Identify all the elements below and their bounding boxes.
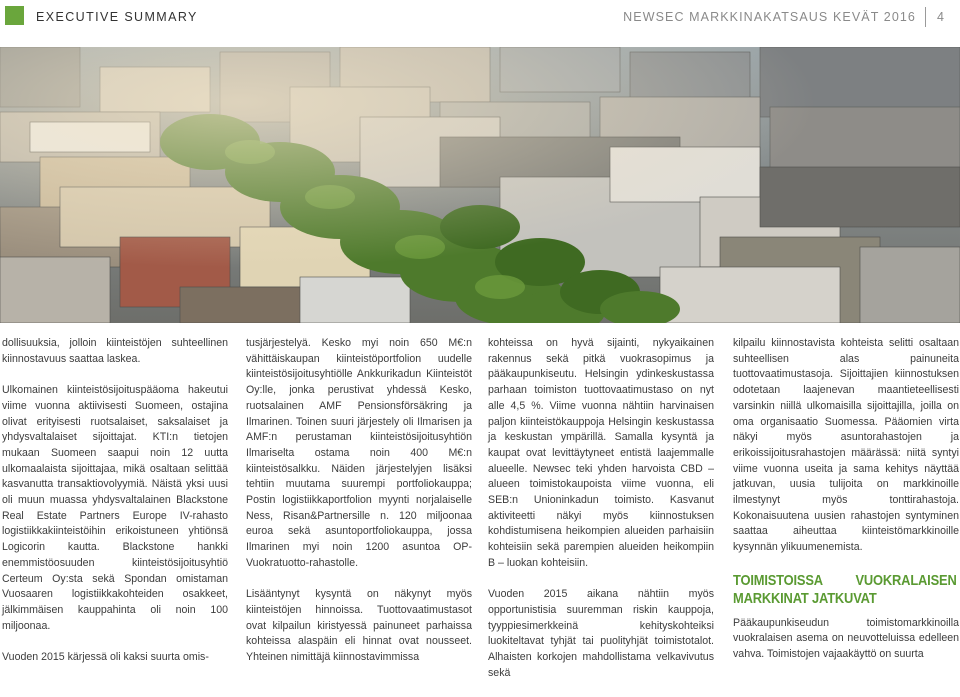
paragraph: Vuoden 2015 aikana nähtiin myös opportunistisia suuremman riskin kauppoja, tyyppiesimerkkeinä kehityskohteiksi luokiteltavat tyhjät tai puolityhjät toimistotalot. Alhaisten korkojen mahdollistama velkavivutus sekä bbox=[488, 588, 714, 679]
paragraph: Ulkomainen kiinteistösijoituspääoma hakeutui viime vuonna aktiivisesti Suomeen, ostajina olivat erityisesti ruotsalaiset, saksalaiset ja yhdysvaltalaiset sijoittajat. KTI:n tietojen mukaan Suomeen saapui noin 12 uutta ulkomaalaista sijoittajaa, mikä osaltaan selittää kasvanutta transaktiovolyymiä. Näistä yksi uusi oli muun muassa yhdysvaltalainen Blackstone Real Estate Partners Europe IV-rahasto logistiikkakiinteistöihin erikoistuneen yhtiönsä Logicorin kautta. Blackstone hankki enemmistöosuuden kiinteistösijoitusyhtiö Certeum Oy:sta sekä Spondan omistaman Vuosaaren logistiikkakohteiden osakkeet, jälkimmäisen kauppahinta oli noin 100 miljoonaa. bbox=[2, 384, 228, 632]
page-header bbox=[0, 0, 960, 40]
page-number: 4 bbox=[937, 10, 944, 24]
accent-square-icon bbox=[5, 6, 24, 25]
text-column-4 bbox=[733, 336, 959, 678]
paragraph: dollisuuksia, jolloin kiinteistöjen suhteellinen kiinnostavuus saattaa laskea. bbox=[2, 337, 228, 365]
paragraph: Pääkaupunkiseudun toimistomarkkinoilla vuokralaisen asema on neuvotteluissa edelleen vahva. Toimistojen vajaakäyttö on suurta bbox=[733, 616, 959, 660]
aerial-city-photo bbox=[0, 47, 960, 323]
publication-title: NEWSEC MARKKINAKATSAUS KEVÄT 2016 bbox=[623, 10, 916, 24]
text-column-1 bbox=[2, 336, 228, 681]
paragraph: Vuoden 2015 kärjessä oli kaksi suurta omis- bbox=[2, 651, 209, 664]
section-heading: TOIMISTOISSA VUOKRALAISEN MARKKINAT JATKUVAT bbox=[733, 571, 957, 607]
section-title: EXECUTIVE SUMMARY bbox=[36, 10, 198, 24]
paragraph: kilpailu kiinnostavista kohteista selitti osaltaan suhteellisen alas painuneita tuottovaatimustasoja. Sijoittajien kiinnostuksen odotetaan laajenevan maantieteellisesti varsinkin niillä ulkomaisilla sijoittajilla, joilla on oma organisaatio Suomessa. Pääomien virta näkyi myös asuntorahastojen ja erikoissijoitusrahastojen määrässä: niitä syntyi viime vuonna useita ja sama kehitys näyttää jatkuvan, uusia tulijoita on markkinoille ilmestynyt myös tonttirahastoja. Kokonaisuutena uusien rahastojen syntyminen saattaa aiheuttaa kiinteistömarkkinoille kysynnän ylikuumenemista. bbox=[733, 337, 959, 554]
paragraph: kohteissa on hyvä sijainti, nykyaikainen rakennus sekä pitkä vuokrasopimus ja pääkaupunkiseutu. Helsingin ydinkeskustassa parhaan toimiston tuottovaatimustaso on nyt alle 4,5 %. Viime vuonna nähtiin harvinaisen paljon kiinteistökauppoja Helsingin keskustassa ja keskustan ympärillä. Samalla kysyntä ja kaupat ovat levittäytyneet entistä laajemmalle alueelle. Newsec teki yhden harvoista CBD –alueen toimistokaupoista viime vuonna, eli SEB:n Unioninkadun toimisto. Kasvanut aktiviteetti näkyi myös kiinnostuksen kohdistumisena heikompien alueiden parhaisiin kohteisiin sekä parempien alueiden heikompiin B – luokan kohteisiin. bbox=[488, 337, 714, 569]
text-column-3 bbox=[488, 336, 714, 697]
paragraph: tusjärjestelyä. Kesko myi noin 650 M€:n vähittäiskaupan kiinteistöportfolion uudelle kiinteistösijoitusyhtiölle Ankkurikadun Kiinteistöt Oy:lle, jonka perustivat yhdessä Kesko, ruotsalainen AMF Pensionsförsäkring ja Ilmarinen. Toinen suuri järjestely oli Ilmarisen ja AMF:n perustaman kiinteistösijoitusyhtiön Ilmariselta ostama noin 400 M€:n kiinteistösalkku. Näiden järjestelyjen lisäksi tehtiin muutama suurempi portfoliokauppa; Postin logistiikkaportfolion myynti norjalaiselle Ness, Risan&Partnersille n. 120 miljoonaa euroa sekä asuntoportfoliokauppa, jossa Ilmarinen myi noin 1200 asuntoa OP-Vuokratuotto-rahastolle. bbox=[246, 337, 472, 569]
text-column-2 bbox=[246, 336, 472, 681]
header-divider bbox=[925, 7, 926, 27]
paragraph: Lisääntynyt kysyntä on näkynyt myös kiinteistöjen hinnoissa. Tuottovaatimustasot ovat kilpailun kiristyessä painuneet parhaissa kohteissa alaspäin eli hinnat ovat nousseet. Yhteinen nimittäjä kiinnostavimmissa bbox=[246, 588, 472, 664]
